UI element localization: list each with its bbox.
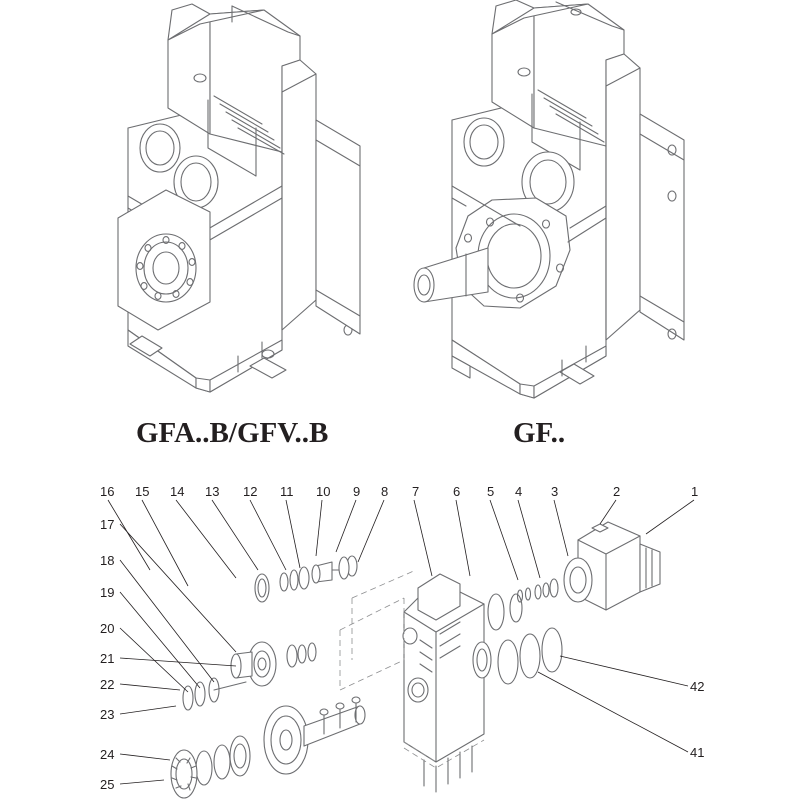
callout-1: 1 (691, 484, 699, 499)
view-label-right: GF.. (513, 417, 566, 449)
callout-20: 20 (100, 621, 115, 636)
callout-18: 18 (100, 553, 115, 568)
callout-3: 3 (551, 484, 559, 499)
callout-41: 41 (690, 745, 705, 760)
callout-14: 14 (170, 484, 185, 499)
callout-9: 9 (353, 484, 361, 499)
callout-15: 15 (135, 484, 150, 499)
callout-21: 21 (100, 651, 115, 666)
callout-8: 8 (381, 484, 389, 499)
gearbox-view-left-graphic (118, 4, 360, 392)
view-label-left: GFA..B/GFV..B (136, 417, 329, 449)
callout-25: 25 (100, 777, 115, 792)
callout-10: 10 (316, 484, 331, 499)
callout-6: 6 (453, 484, 461, 499)
gearbox-view-right-graphic (414, 0, 684, 398)
callout-42: 42 (690, 679, 705, 694)
callout-2: 2 (613, 484, 621, 499)
callout-22: 22 (100, 677, 115, 692)
exploded-parts-graphic (108, 500, 694, 798)
callout-24: 24 (100, 747, 115, 762)
callout-7: 7 (412, 484, 420, 499)
callout-13: 13 (205, 484, 220, 499)
callout-4: 4 (515, 484, 523, 499)
callout-11: 11 (280, 484, 294, 499)
callout-5: 5 (487, 484, 495, 499)
callout-19: 19 (100, 585, 115, 600)
callout-12: 12 (243, 484, 258, 499)
callout-23: 23 (100, 707, 115, 722)
callout-16: 16 (100, 484, 115, 499)
callout-17: 17 (100, 517, 115, 532)
